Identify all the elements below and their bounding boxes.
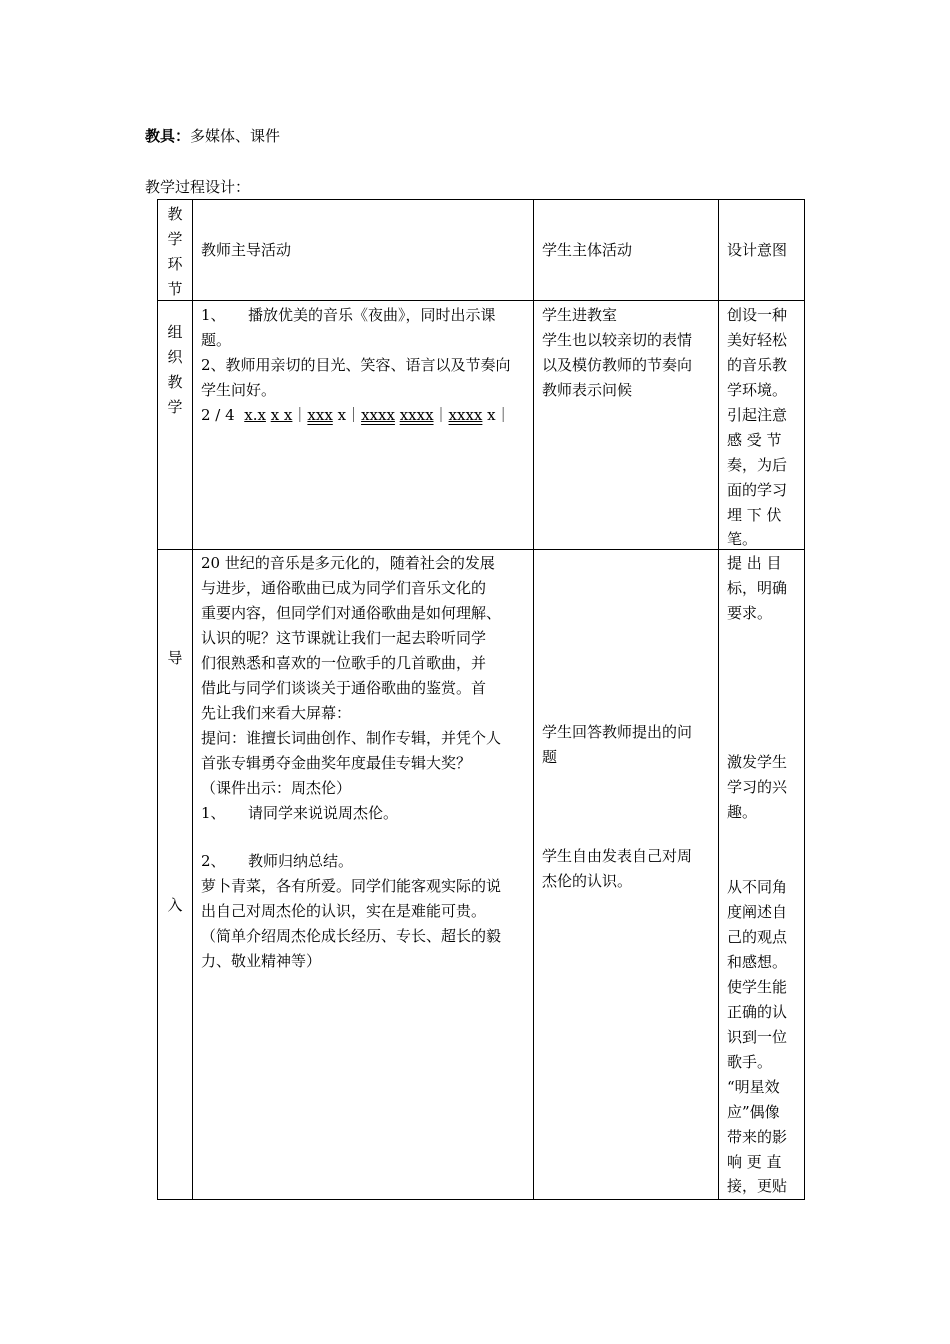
stage-cell-intro [158, 550, 192, 1199]
teacher-line: 1、 请同学来说说周杰伦。 [201, 804, 399, 822]
intent-line: 己的观点 [727, 928, 788, 946]
intent-line: 标，明确 [727, 579, 788, 597]
rhythm-note: x x [270, 406, 293, 424]
student-line: 题 [542, 748, 558, 766]
rhythm-note: xxx [307, 406, 333, 424]
teacher-line: （课件出示：周杰伦） [201, 779, 352, 797]
teacher-line: 首张专辑勇夺金曲奖年度最佳专辑大奖？ [201, 754, 472, 772]
teacher-line: 重要内容，但同学们对通俗歌曲是如何理解、 [201, 604, 502, 622]
teacher-line: 萝卜青菜，各有所爱。同学们能客观实际的说 [201, 877, 502, 895]
intent-line: 创设一种 [727, 306, 788, 324]
lesson-plan-table [157, 199, 805, 1200]
stage-char: 学 [167, 398, 183, 416]
table-row [158, 301, 805, 550]
rhythm-note: x [487, 406, 496, 424]
teacher-line: 2、教师用亲切的目光、笑容、语言以及节奏向 [201, 356, 511, 374]
intent-line: 要求。 [727, 604, 773, 622]
time-signature: 2 / 4 [201, 406, 235, 424]
intent-line: 使学生能 [727, 978, 788, 996]
design-intent-cell [719, 550, 804, 1199]
teacher-activity-cell [193, 550, 533, 1199]
teacher-line: 借此与同学们谈谈关于通俗歌曲的鉴赏。首 [201, 679, 487, 697]
student-activity-cell [534, 550, 718, 1199]
intent-line: 歌手。 [727, 1053, 773, 1071]
intent-line: 提 出 目 [727, 554, 782, 572]
teacher-line: 2、 教师归纳总结。 [201, 852, 354, 870]
intent-line: 识到一位 [727, 1028, 788, 1046]
tools-label: 教具： [145, 127, 191, 145]
intent-line: 奏，为后 [727, 456, 788, 474]
intent-line: 从不同角 [727, 878, 788, 896]
teacher-line: 们很熟悉和喜欢的一位歌手的几首歌曲，并 [201, 654, 487, 672]
rhythm-note: xxxx [448, 406, 483, 424]
header-intent: 设计意图 [727, 241, 788, 259]
header-stage-char: 环 [167, 255, 183, 273]
teacher-line: 提问：谁擅长词曲创作、制作专辑，并凭个人 [201, 729, 502, 747]
student-activity-cell [534, 301, 718, 549]
intent-line: 正确的认 [727, 1003, 788, 1021]
tools-line [145, 125, 280, 147]
intent-line: 应”偶像 [727, 1103, 780, 1121]
rhythm-note: xxxx [361, 406, 395, 424]
intent-line: 美好轻松 [727, 331, 788, 349]
stage-char: 组 [167, 323, 183, 341]
header-stage-cell [158, 200, 192, 300]
rhythm-notation: 2 / 4 x.x x x｜xxx x｜xxxx xxxx｜xxxx x｜ [201, 406, 511, 424]
student-line: 学生进教室 [542, 306, 618, 324]
teacher-line: 先让我们来看大屏幕： [201, 704, 352, 722]
student-line: 教师表示问候 [542, 381, 633, 399]
teacher-activity-cell [193, 301, 533, 549]
teacher-line: 题。 [201, 331, 232, 349]
design-intent-cell [719, 301, 804, 549]
header-stage-char: 学 [167, 230, 183, 248]
rhythm-note: x [337, 406, 347, 424]
stage-char: 织 [167, 348, 183, 366]
intent-line: 和感想。 [727, 953, 788, 971]
intent-line: 学习的兴 [727, 778, 788, 796]
intent-line: 趣。 [727, 803, 758, 821]
stage-cell-organize [158, 301, 192, 549]
stage-char: 教 [167, 373, 183, 391]
teacher-line: 力、敬业精神等） [201, 952, 322, 970]
student-line: 学生也以较亲切的表情 [542, 331, 693, 349]
student-line: 学生自由发表自己对周 [542, 847, 693, 865]
header-stage-char: 节 [167, 280, 183, 298]
intent-line: 带来的影 [727, 1128, 788, 1146]
stage-char: 入 [167, 896, 183, 914]
rhythm-note: xxxx [399, 406, 434, 424]
teacher-line: 与进步，通俗歌曲已成为同学们音乐文化的 [201, 579, 487, 597]
teacher-line: （简单介绍周杰伦成长经历、专长、超长的毅 [201, 927, 502, 945]
intent-line: 激发学生 [727, 753, 788, 771]
teacher-line: 学生问好。 [201, 381, 277, 399]
process-title: 教学过程设计： [145, 178, 251, 196]
student-line: 以及模仿教师的节奏向 [542, 356, 693, 374]
teacher-line: 出自己对周杰伦的认识，实在是难能可贵。 [201, 902, 487, 920]
student-line: 学生回答教师提出的问 [542, 723, 693, 741]
teacher-line: 20 世纪的音乐是多元化的，随着社会的发展 [201, 554, 495, 572]
stage-char: 导 [167, 649, 183, 667]
header-student: 学生主体活动 [542, 241, 633, 259]
tools-value: 多媒体、课件 [190, 127, 281, 145]
intent-line: “明星效 [727, 1078, 780, 1096]
intent-line: 接，更贴 [727, 1177, 788, 1195]
intent-line: 埋 下 伏 [727, 506, 782, 524]
header-stage-char: 教 [167, 205, 183, 223]
teacher-line: 1、 播放优美的音乐《夜曲》，同时出示课 [201, 306, 496, 324]
intent-line: 度阐述自 [727, 903, 788, 921]
rhythm-note: x.x [244, 406, 266, 424]
intent-line: 学环境。 [727, 381, 788, 399]
intent-line: 感 受 节 [727, 431, 782, 449]
intent-line: 的音乐教 [727, 356, 788, 374]
student-line: 杰伦的认识。 [542, 872, 633, 890]
intent-line: 引起注意 [727, 406, 788, 424]
intent-line: 响 更 直 [727, 1153, 782, 1171]
intent-line: 笔。 [727, 530, 758, 548]
intent-line: 面的学习 [727, 481, 788, 499]
table-row [158, 550, 805, 1200]
table-header-row [158, 200, 805, 301]
teacher-line: 认识的呢？这节课就让我们一起去聆听同学 [201, 629, 487, 647]
header-teacher: 教师主导活动 [201, 241, 292, 259]
